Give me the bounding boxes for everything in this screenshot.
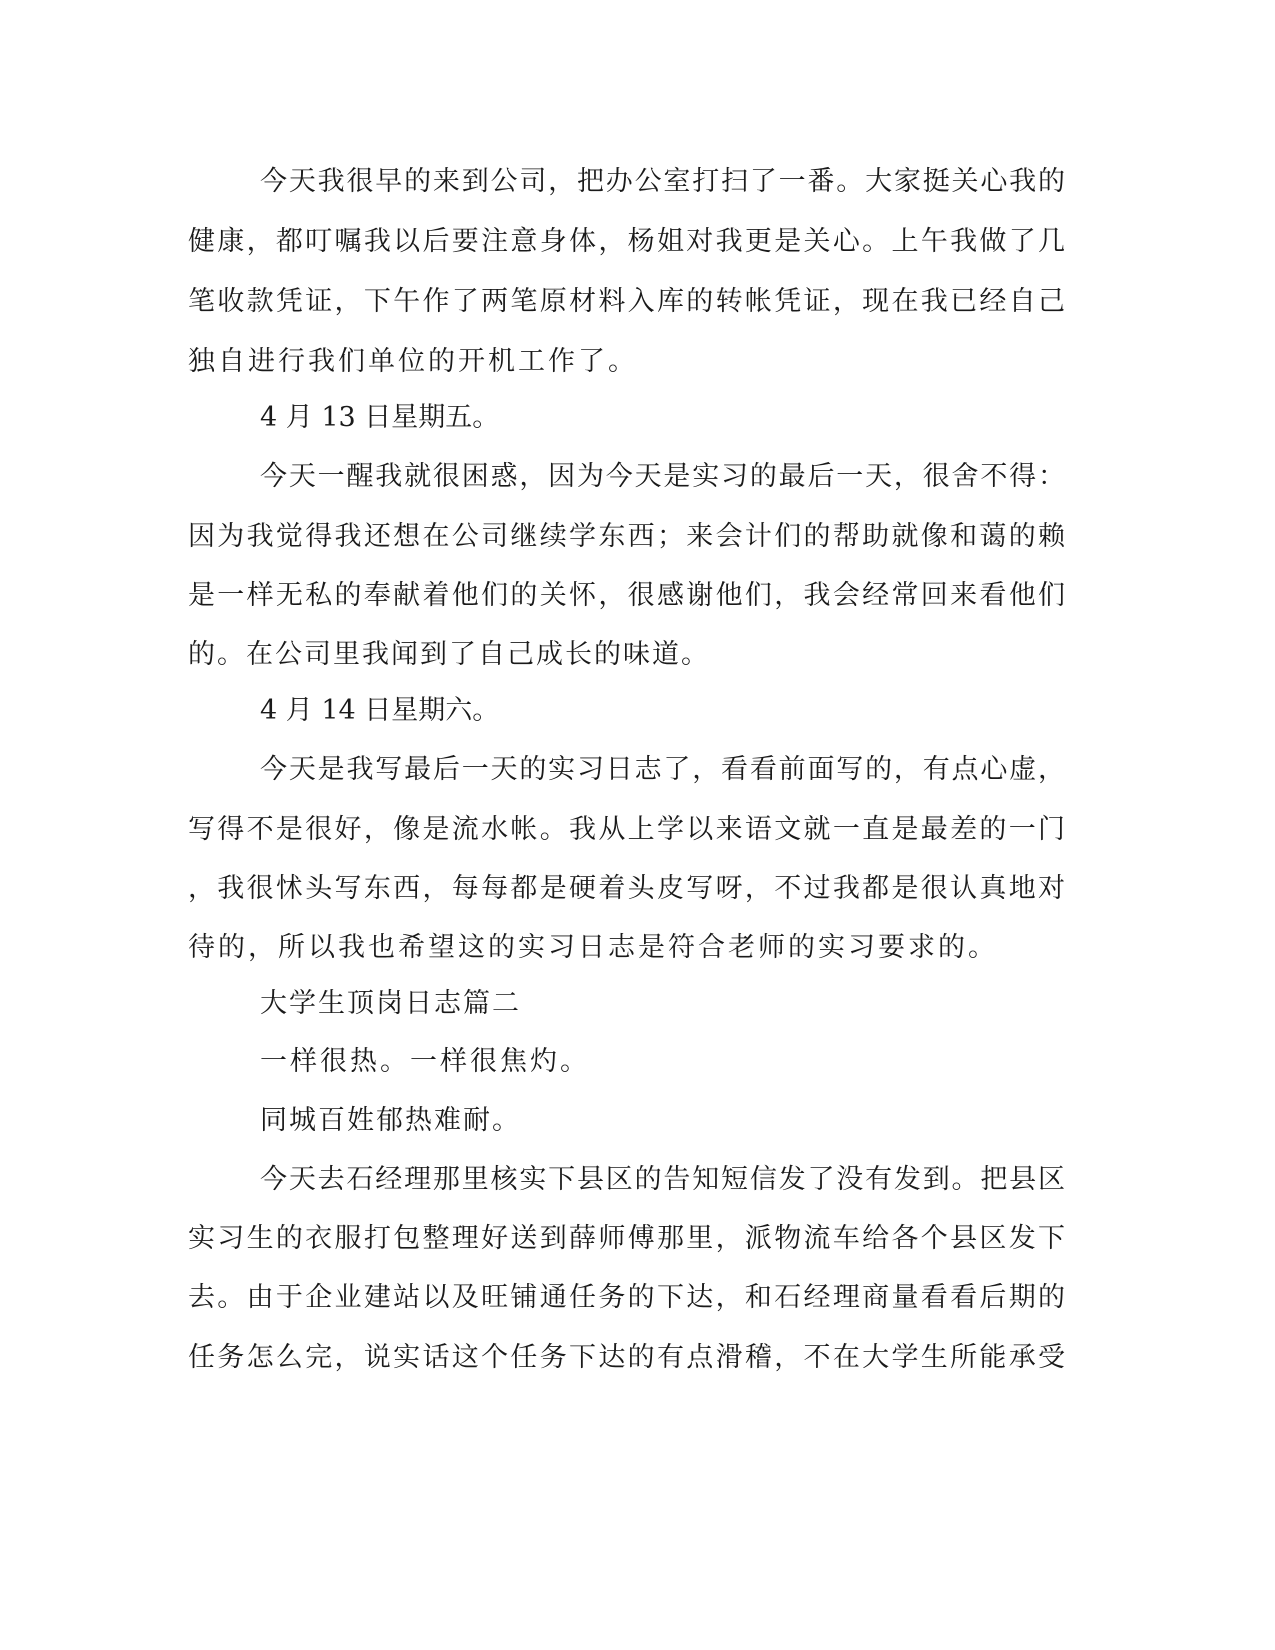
date-heading: 4 月 14 日星期六。: [260, 695, 500, 726]
text-line: 待的，所以我也希望这的实习日志是符合老师的实习要求的。: [188, 932, 998, 963]
text-line: 笔收款凭证，下午作了两笔原材料入库的转帐凭证，现在我已经自己: [188, 286, 1065, 317]
date-heading: 4 月 13 日星期五。: [260, 402, 500, 433]
text-line: 是一样无私的奉献着他们的关怀，很感谢他们，我会经常回来看他们: [188, 580, 1065, 611]
text-line: 因为我觉得我还想在公司继续学东西；来会计们的帮助就像和蔼的赖: [188, 521, 1065, 552]
text-line: 健康，都叮嘱我以后要注意身体，杨姐对我更是关心。上午我做了几: [188, 226, 1065, 257]
text-line: 同城百姓郁热难耐。: [260, 1105, 521, 1136]
text-line: 实习生的衣服打包整理好送到薛师傅那里，派物流车给各个县区发下: [188, 1223, 1065, 1254]
text-line: 去。由于企业建站以及旺铺通任务的下达，和石经理商量看看后期的: [188, 1282, 1065, 1313]
text-line: 今天我很早的来到公司，把办公室打扫了一番。大家挺关心我的: [260, 166, 1065, 197]
text-line: 今天是我写最后一天的实习日志了，看看前面写的，有点心虚，: [260, 754, 1065, 785]
text-line: 今天一醒我就很困惑，因为今天是实习的最后一天，很舍不得：: [260, 461, 1065, 492]
text-line: 一样很热。一样很焦灼。: [260, 1046, 590, 1077]
text-line: 独自进行我们单位的开机工作了。: [188, 346, 638, 377]
text-line: 今天去石经理那里核实下县区的告知短信发了没有发到。把县区: [260, 1164, 1065, 1195]
text-line: 任务怎么完，说实话这个任务下达的有点滑稽，不在大学生所能承受: [188, 1342, 1065, 1373]
text-line: ，我很怵头写东西，每每都是硬着头皮写呀，不过我都是很认真地对: [188, 873, 1065, 904]
section-heading: 大学生顶岗日志篇二: [260, 988, 521, 1019]
text-line: 写得不是很好，像是流水帐。我从上学以来语文就一直是最差的一门: [188, 814, 1065, 845]
text-line: 的。在公司里我闻到了自己成长的味道。: [188, 639, 710, 670]
